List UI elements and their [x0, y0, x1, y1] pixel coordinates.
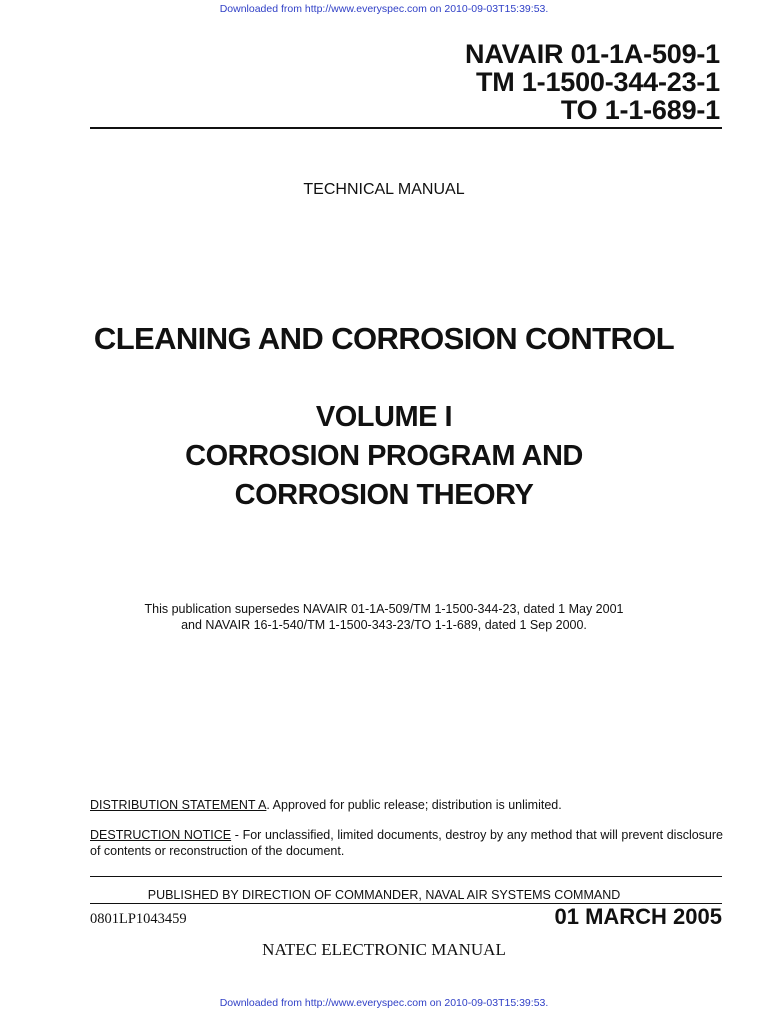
distribution-statement — [90, 797, 723, 813]
supersedes-notice — [0, 601, 768, 633]
manual-type: TECHNICAL MANUAL — [303, 181, 465, 198]
distribution-text: . Approved for public release; distribution is unlimited. — [266, 798, 562, 812]
supersedes-line1: This publication supersedes NAVAIR 01-1A-509/TM 1-1500-344-23, dated 1 May 2001 — [144, 602, 624, 616]
download-link-bottom[interactable]: Downloaded from http://www.everyspec.com on 2010-09-03T15:39:53. — [219, 997, 549, 1009]
footer-rule — [90, 876, 722, 877]
natec-footer: NATEC ELECTRONIC MANUAL — [262, 940, 506, 959]
published-by: PUBLISHED BY DIRECTION OF COMMANDER, NAVAL AIR SYSTEMS COMMAND — [147, 888, 621, 902]
document-numbers — [465, 40, 720, 124]
volume-number: VOLUME I — [315, 401, 453, 433]
download-link-top[interactable]: Downloaded from http://www.everyspec.com on 2010-09-03T15:39:53. — [219, 3, 549, 15]
header-rule — [90, 127, 722, 129]
page-title: CLEANING AND CORROSION CONTROL — [93, 321, 675, 356]
doc-number-navair: NAVAIR 01-1A-509-1 — [465, 39, 720, 69]
doc-number-to: TO 1-1-689-1 — [560, 95, 720, 125]
supersedes-line2: and NAVAIR 16-1-540/TM 1-1500-343-23/TO 1-1-689, dated 1 Sep 2000. — [181, 618, 587, 632]
volume-title-line2: CORROSION THEORY — [234, 479, 534, 511]
volume-title-line1: CORROSION PROGRAM AND — [185, 440, 583, 472]
doc-number-tm: TM 1-1500-344-23-1 — [475, 67, 720, 97]
destruction-notice — [90, 827, 723, 859]
destruction-label: DESTRUCTION NOTICE — [90, 828, 232, 842]
document-code: 0801LP1043459 — [90, 911, 187, 927]
destruction-text: - For unclassified, limited documents, destroy by any method that will prevent disclosure of contents or reconstruction of the document. — [90, 828, 723, 858]
publication-date: 01 MARCH 2005 — [554, 904, 722, 929]
distribution-label: DISTRIBUTION STATEMENT A — [90, 798, 267, 812]
